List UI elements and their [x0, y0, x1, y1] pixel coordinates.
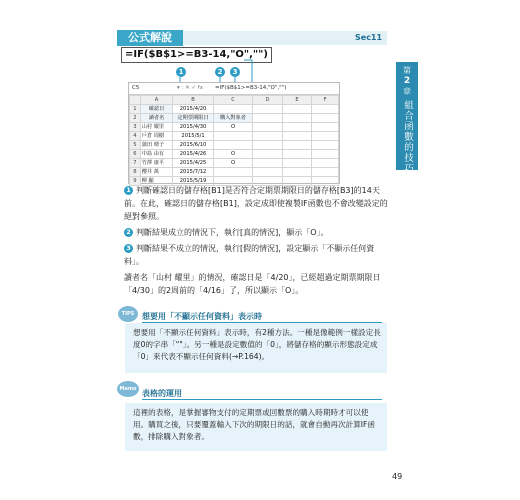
page-number: 49 [392, 472, 403, 481]
formula-bar-content[interactable]: =IF($B$1>=B3-14,"O","") [215, 85, 287, 91]
cell[interactable] [213, 168, 252, 177]
cell[interactable] [312, 168, 339, 177]
col-header: B [173, 96, 214, 105]
cell[interactable]: 2015/4/20 [173, 105, 214, 114]
row-header: 3 [130, 123, 141, 132]
cell[interactable] [213, 132, 252, 141]
cell[interactable]: 2015/4/26 [173, 150, 214, 159]
cell[interactable]: 定期票期限日 [173, 114, 214, 123]
memo-title: 表格的運用 [142, 389, 182, 398]
col-header: A [140, 96, 173, 105]
cell[interactable] [253, 159, 283, 168]
explanation-item [124, 184, 390, 223]
row-header: 6 [130, 150, 141, 159]
explanation-item [124, 242, 390, 268]
formula-bar-icons: ▾ : ✕ ✓ fx [177, 85, 204, 91]
cell[interactable] [282, 114, 312, 123]
sheet-row [130, 159, 339, 168]
cell[interactable]: 確認日 [140, 105, 173, 114]
spreadsheet [128, 82, 340, 184]
cell[interactable] [213, 141, 252, 150]
formula-marker-2: 2 [215, 67, 225, 77]
col-header: D [253, 96, 283, 105]
sheet-row [130, 132, 339, 141]
cell[interactable]: 蒲田 晴子 [140, 141, 173, 150]
cell[interactable]: 2015/4/30 [173, 123, 214, 132]
cell[interactable] [312, 105, 339, 114]
cell[interactable]: 讀者名 [140, 114, 173, 123]
chapter-number: 2 [403, 76, 411, 86]
sheet-row [130, 123, 339, 132]
tips-title: 想要用「不顯示任何資料」表示時 [142, 312, 262, 321]
explanation-number: 3 [124, 244, 133, 253]
cell[interactable] [282, 105, 312, 114]
sheet-row [130, 141, 339, 150]
chapter-suffix: 章 [403, 87, 411, 96]
cell[interactable] [253, 123, 283, 132]
name-box[interactable]: C5 [132, 85, 140, 91]
sheet-row [130, 105, 339, 114]
cell[interactable] [213, 105, 252, 114]
cell[interactable] [253, 150, 283, 159]
cell[interactable] [282, 141, 312, 150]
cell[interactable]: 山村 耀里 [140, 123, 173, 132]
cell[interactable] [282, 132, 312, 141]
cell[interactable] [312, 159, 339, 168]
cell[interactable] [312, 123, 339, 132]
formula-text: =IF($B$1>=B3-14,"O","") [121, 47, 272, 63]
chapter-title: 組合函數的技巧 [402, 100, 413, 174]
tips-body: 想要用「不顯示任何資料」表示時，有2種方法。一種是像範例一樣設定長度0的字串「""」。另一種是設定數值的「0」，將儲存格的顯示形態設定成「0」來代表不顯示任何資料(→P.164)。 [133, 328, 381, 361]
memo-body: 這裡的表格，是掌握審物支付的定期票或回數票的購入時期時才可以使用。購買之後，只要覆蓋輸入下次的期限日的話，就會自動再次計算IF函數，排除購入對象者。 [133, 408, 376, 441]
sheet-row [130, 168, 339, 177]
cell[interactable]: 中島 由有 [140, 150, 173, 159]
row-header: 8 [130, 168, 141, 177]
cell[interactable]: O [213, 150, 252, 159]
cell[interactable]: O [213, 123, 252, 132]
example-paragraph: 讀者名「山村 耀里」的情況，確認日是「4/20」，已經超過定期票期限日「4/30」的2周前的「4/16」了，所以顯示「O」。 [124, 273, 381, 295]
cell[interactable]: O [213, 159, 252, 168]
cell[interactable]: 2015/4/25 [173, 159, 214, 168]
chapter-prefix: 第 [403, 66, 411, 75]
row-header: 2 [130, 114, 141, 123]
cell[interactable] [282, 168, 312, 177]
header-tab-label: 公式解說 [117, 30, 183, 46]
cell[interactable]: 2015/7/12 [173, 168, 214, 177]
formula-bar [129, 83, 339, 95]
cell[interactable] [253, 132, 283, 141]
section-label: Sec11 [355, 33, 383, 42]
cell[interactable] [312, 132, 339, 141]
row-header: 7 [130, 159, 141, 168]
sheet-row [130, 114, 339, 123]
col-header: C [213, 96, 252, 105]
tips-divider [142, 322, 382, 323]
explanation-text: 判斷結果不成立的情況，執行[假的情況]，設定顯示「不顯示任何資料」。 [124, 244, 375, 266]
memo-divider [142, 399, 382, 400]
row-header: 4 [130, 132, 141, 141]
explanation-item [124, 226, 390, 239]
formula-marker-3: 3 [230, 67, 240, 77]
tips-icon: TIPS [118, 306, 138, 322]
cell[interactable]: 購入對象者 [213, 114, 252, 123]
col-header: E [282, 96, 312, 105]
cell[interactable] [282, 123, 312, 132]
memo-icon: Memo [117, 381, 139, 397]
sheet-grid [129, 95, 339, 186]
cell[interactable]: 竹澤 康平 [140, 159, 173, 168]
cell[interactable] [282, 150, 312, 159]
cell[interactable] [253, 168, 283, 177]
cell[interactable]: 櫻井 萬 [140, 168, 173, 177]
row-header: 9 [130, 177, 141, 186]
cell[interactable] [282, 159, 312, 168]
corner-cell [130, 96, 141, 105]
cell[interactable] [253, 105, 283, 114]
cell[interactable] [312, 141, 339, 150]
explanation-number: 1 [124, 186, 133, 195]
sheet-row [130, 150, 339, 159]
cell[interactable]: 2015/5/19 [173, 177, 214, 186]
cell[interactable] [312, 114, 339, 123]
cell[interactable]: 2015/5/1 [173, 132, 214, 141]
cell[interactable] [253, 114, 283, 123]
row-header: 1 [130, 105, 141, 114]
explanation-number: 2 [124, 228, 133, 237]
cell[interactable] [253, 141, 283, 150]
formula-marker-1: 1 [176, 67, 186, 77]
cell[interactable]: 柳 顯 [140, 177, 173, 186]
explanation-list [124, 184, 390, 297]
explanation-text: 判斷確認日的儲存格[B1]是否符合定期票期限日的儲存格[B3]的14天前。在此，確認日的儲存格[B1]，設定成即使複製IF函數也不會改變設定的絕對參照。 [124, 186, 388, 221]
cell[interactable] [312, 150, 339, 159]
cell[interactable]: 2015/6/10 [173, 141, 214, 150]
cell[interactable]: 戶倉 周樹 [140, 132, 173, 141]
col-header: F [312, 96, 339, 105]
explanation-text: 判斷結果成立的情況下，執行[真的情況]，顯示「O」。 [136, 228, 329, 237]
row-header: 5 [130, 141, 141, 150]
